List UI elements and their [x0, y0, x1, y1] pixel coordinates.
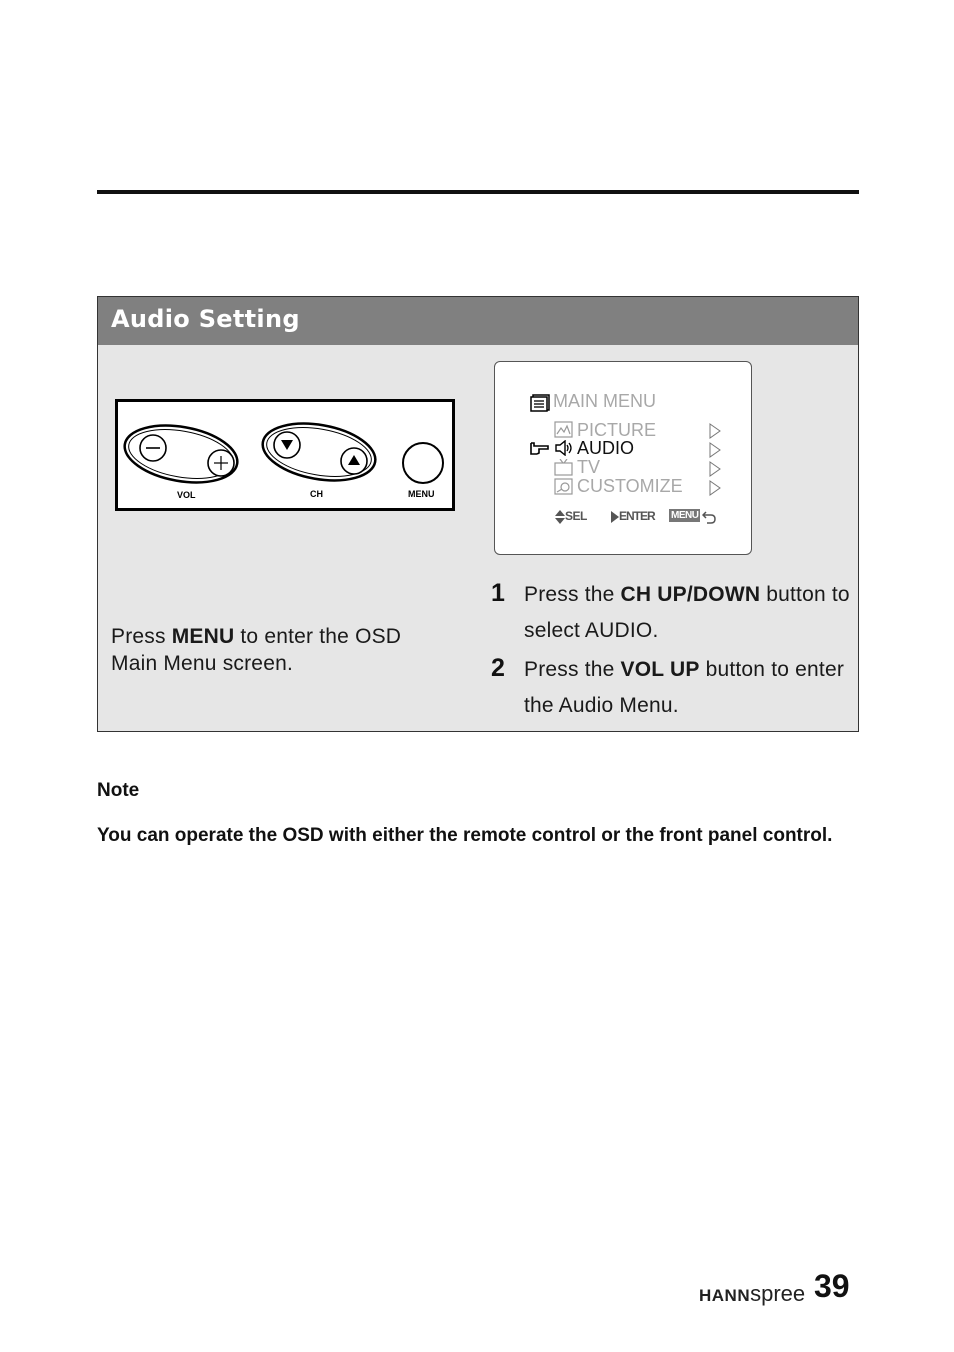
brand-logo: HANNspree: [699, 1281, 806, 1306]
osd-menu-hint: MENU: [671, 510, 699, 521]
step-number: 1: [491, 579, 506, 607]
menu-button-icon: [403, 443, 443, 483]
osd-item-customize[interactable]: CUSTOMIZE: [577, 476, 683, 496]
menu-icon: [530, 394, 550, 412]
osd-item-picture[interactable]: PICTURE: [577, 420, 657, 440]
section-title: Audio Setting: [111, 305, 300, 333]
pointer-hand-icon: [529, 440, 551, 456]
chevron-right-icon: [709, 480, 721, 496]
instruction-text: Press MENU to enter the OSD Main Menu screen.: [111, 625, 402, 675]
return-arrow-icon: [702, 510, 716, 524]
osd-item-audio[interactable]: AUDIO: [577, 438, 635, 458]
step-text: Press the VOL UP button to enter the Audio Menu.: [524, 658, 845, 717]
chevron-right-icon: [709, 461, 721, 477]
ch-down-icon: [274, 432, 300, 458]
vol-minus-icon: [140, 435, 166, 461]
note-body: You can operate the OSD with either the remote control or the front panel control.: [97, 825, 833, 846]
osd-main-menu: [494, 361, 752, 555]
ch-up-icon: [341, 448, 367, 474]
note-heading: Note: [97, 780, 140, 801]
step-number: 2: [491, 654, 506, 682]
picture-icon: [554, 421, 573, 438]
front-panel-illustration: [115, 399, 455, 511]
speaker-icon: [554, 440, 574, 456]
tv-icon: [554, 459, 573, 476]
audio-setting-box: [97, 296, 859, 732]
menu-label: MENU: [408, 489, 435, 499]
osd-enter-hint: ENTER: [619, 509, 655, 523]
header-rule: [97, 190, 859, 194]
section-header: [98, 297, 858, 345]
page-number: 39: [814, 1268, 850, 1304]
osd-item-tv[interactable]: TV: [577, 457, 601, 477]
front-panel-drawing: [118, 402, 452, 508]
customize-icon: [554, 478, 573, 495]
osd-sel-hint: SEL: [565, 509, 587, 523]
chevron-right-icon: [709, 423, 721, 439]
up-down-arrow-icon: [555, 510, 565, 524]
vol-label: VOL: [177, 490, 196, 500]
step-text: Press the CH UP/DOWN button to select AUDIO.: [524, 583, 850, 642]
osd-title: MAIN MENU: [553, 391, 656, 411]
menu-key: MENU: [171, 625, 235, 648]
ch-label: CH: [310, 489, 323, 499]
vol-plus-icon: [208, 450, 234, 476]
enter-arrow-icon: [611, 511, 619, 523]
chevron-right-icon: [709, 442, 721, 458]
